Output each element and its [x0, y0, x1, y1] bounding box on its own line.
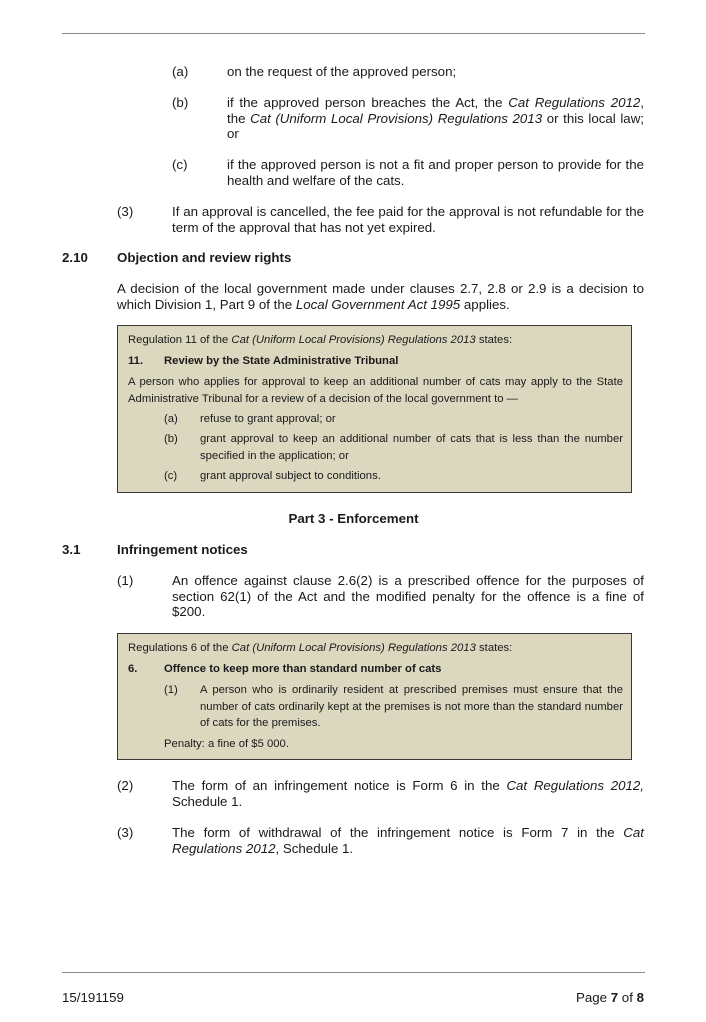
subclause-3-text: If an approval is cancelled, the fee paid for the approval is not refundable for the term of the approval that has not yet expired. — [172, 204, 644, 235]
box1-intro: Regulation 11 of the Cat (Uniform Local Provisions) Regulations 2013 states: — [128, 334, 513, 346]
box1-item-c-text: grant approval subject to conditions. — [200, 470, 381, 482]
s31-item-2-label: (2) — [117, 778, 134, 793]
s31-item-3-label: (3) — [117, 825, 134, 840]
box1-title: Review by the State Administrative Tribunal — [164, 355, 399, 367]
item-b-label: (b) — [172, 95, 189, 110]
box1-item-a-text: refuse to grant approval; or — [200, 413, 336, 425]
box2-item-text: A person who is ordinarily resident at prescribed premises must ensure that the number of cats ordinarily kept at the premises is not more than the standard number of cats for the premises. — [200, 684, 623, 729]
header-rule — [62, 33, 645, 34]
s31-item-1-text: An offence against clause 2.6(2) is a prescribed offence for the purposes of section 62(1) of the Act and the modified penalty for the offence is a fine of $200. — [172, 573, 644, 620]
item-c-text: if the approved person is not a fit and proper person to provide for the health and welfare of the cats. — [227, 157, 644, 188]
item-c-label: (c) — [172, 157, 188, 172]
section-3-1-heading: Infringement notices — [117, 542, 248, 557]
box2-intro: Regulations 6 of the Cat (Uniform Local Provisions) Regulations 2013 states: — [128, 642, 513, 654]
box2-title: Offence to keep more than standard number of cats — [164, 663, 442, 675]
footer-rule — [62, 972, 645, 973]
part-3-heading: Part 3 - Enforcement — [288, 511, 419, 526]
box1-item-a-label: (a) — [164, 413, 178, 425]
section-2-10-heading: Objection and review rights — [117, 250, 292, 265]
item-a-label: (a) — [172, 64, 189, 79]
s31-item-1-label: (1) — [117, 573, 134, 588]
section-2-10-paragraph: A decision of the local government made under clauses 2.7, 2.8 or 2.9 is a decision to which Division 1, Part 9 of the Local Government Act 1995 applies. — [117, 281, 644, 312]
box2-number: 6. — [128, 663, 138, 675]
box1-number: 11. — [128, 355, 144, 367]
subclause-3-label: (3) — [117, 204, 134, 219]
box1-paragraph: A person who applies for approval to keep an additional number of cats may apply to the State Administrative Tribunal for a review of a decision of the local government to — — [128, 376, 623, 405]
item-b-text: if the approved person breaches the Act, the Cat Regulations 2012, the Cat (Uniform Local Provisions) Regulations 2013 or this local law; or — [227, 95, 645, 142]
regulation-6-note-box — [117, 633, 632, 760]
item-a-text: on the request of the approved person; — [227, 64, 457, 79]
s31-item-3-text: The form of withdrawal of the infringement notice is Form 7 in the Cat Regulations 2012, Schedule 1. — [172, 825, 644, 856]
section-2-10-number: 2.10 — [62, 250, 88, 265]
box1-item-b-text: grant approval to keep an additional number of cats that is less than the number specified in the application; or — [200, 433, 623, 462]
box2-penalty: Penalty: a fine of $5 000. — [164, 738, 289, 750]
s31-item-2-text: The form of an infringement notice is Form 6 in the Cat Regulations 2012, Schedule 1. — [172, 778, 644, 809]
footer-page-number: Page 7 of 8 — [575, 990, 644, 1005]
box1-item-c-label: (c) — [164, 470, 178, 482]
regulation-11-note-box — [117, 325, 632, 493]
box2-item-label: (1) — [164, 684, 178, 696]
section-3-1-number: 3.1 — [62, 542, 81, 557]
box1-item-b-label: (b) — [164, 433, 178, 445]
footer-reference: 15/191159 — [62, 990, 124, 1005]
